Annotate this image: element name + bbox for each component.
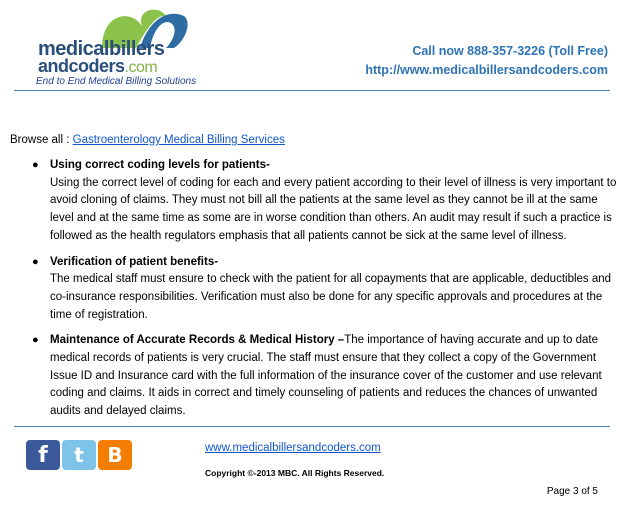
item-text: Using the correct level of coding for each and every patient according to their level of illness is very important to avoid cloning of claims. They must not bill all the patients at the same level as they cannot be ill at the same level and at the same time as some are in worse condition than others. An audit may result if such a practice is followed as the health regulators emphasis that all patients cannot be sick at the same level of illness. bbox=[50, 176, 617, 242]
header-url[interactable]: http://www.medicalbillersandcoders.com bbox=[365, 63, 608, 77]
bullet-list bbox=[32, 157, 622, 429]
blogger-icon[interactable]: B bbox=[98, 440, 132, 470]
breadcrumb bbox=[10, 134, 285, 146]
footer bbox=[0, 430, 638, 516]
tagline: End to End Medical Billing Solutions bbox=[36, 76, 197, 87]
list-item bbox=[32, 332, 622, 421]
logo-text-line2: andcoders.com bbox=[38, 56, 158, 76]
page-number: Page 3 of 5 bbox=[546, 486, 598, 497]
copyright: Copyright ©-2013 MBC. All Rights Reserved. bbox=[205, 468, 385, 478]
item-text: The importance of having accurate and up to date medical records of patients is very crucial. The staff must ensure that they collect a copy of the Government Issue ID and Insurance card with the full information of the insurance cover of the customer and use relevant coding and claims. It aids in correct and timely counseling of patients and reduces the chances of unwanted audits and delayed claims. bbox=[50, 334, 602, 418]
social-links bbox=[26, 440, 132, 470]
facebook-icon[interactable]: f bbox=[26, 440, 60, 470]
logo-text-line1: medicalbillers bbox=[38, 38, 165, 60]
list-item bbox=[32, 157, 622, 246]
bullet-icon: ● bbox=[32, 334, 39, 347]
item-text: The medical staff must ensure to check with the patient for all copayments that are applicable, deductibles and co-insurance responsibilities. Verification must also be done for any specific approvals and procedures at the time of registration. bbox=[50, 273, 612, 321]
browse-prefix: Browse all : bbox=[10, 134, 73, 146]
header-divider bbox=[14, 90, 610, 91]
item-title: Maintenance of Accurate Records & Medical History – bbox=[50, 334, 345, 347]
twitter-icon[interactable]: t bbox=[62, 440, 96, 470]
bullet-icon: ● bbox=[32, 159, 39, 171]
footer-divider bbox=[14, 426, 610, 427]
footer-url[interactable]: www.medicalbillersandcoders.com bbox=[205, 442, 381, 454]
browse-link[interactable]: Gastroenterology Medical Billing Services bbox=[72, 134, 285, 146]
call-now-text: Call now 888-357-3226 (Toll Free) bbox=[412, 44, 608, 58]
list-item bbox=[32, 254, 622, 325]
bullet-icon: ● bbox=[32, 255, 39, 268]
item-title: Verification of patient benefits- bbox=[50, 255, 219, 268]
item-title: Using correct coding levels for patients- bbox=[50, 159, 270, 171]
